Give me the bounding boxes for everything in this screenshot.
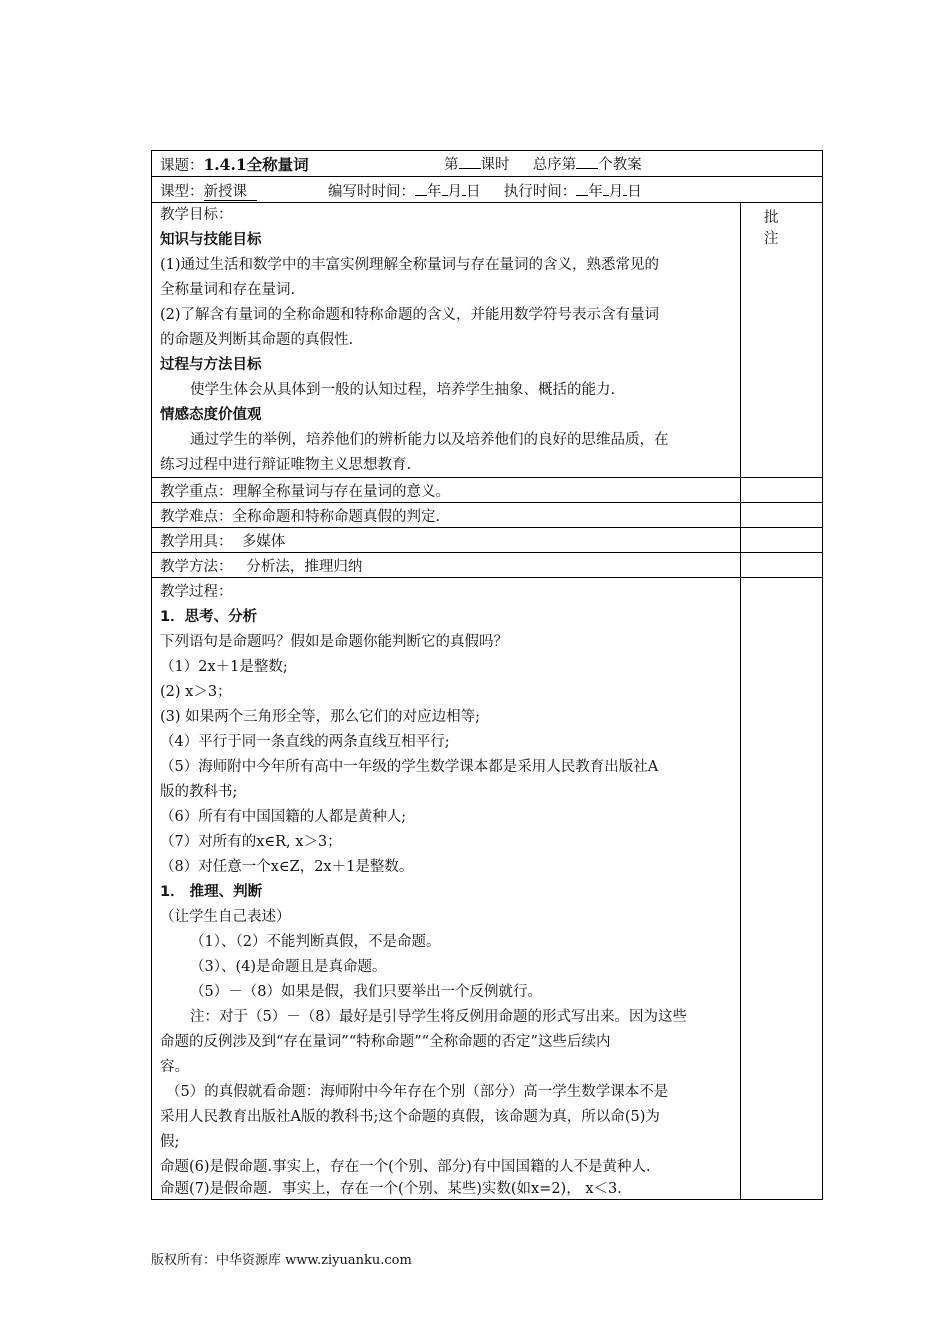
section-title: 1．思考、分析 xyxy=(160,609,258,625)
note-text: 注：对于（5）－（8）最好是引导学生将反例用命题的形式写出来。因为这些 xyxy=(190,1009,687,1025)
note-text: 命题(7)是假命题．事实上，存在一个(个别、某些)实数(如x=2)， x＜3． xyxy=(160,1181,632,1197)
note-text: 命题(6)是假命题.事实上，存在一个(个别、部分)有中国国籍的人不是黄种人. xyxy=(160,1159,651,1175)
objective-text: 的命题及判断其命题的真假性. xyxy=(160,332,354,348)
order-number-blank[interactable] xyxy=(576,168,598,169)
answer-text: （5）－（8）如果是假，我们只要举出一个反例就行。 xyxy=(190,984,542,1000)
objectives-label: 教学目标： xyxy=(160,207,233,223)
list-item: （5）海师附中今年所有高中一年级的学生数学课本都是采用人民教育出版社A xyxy=(160,759,659,775)
notes-divider xyxy=(740,578,741,1199)
process-section xyxy=(152,578,740,1199)
exec-time-label: 执行时间： xyxy=(503,184,577,200)
write-year-blank[interactable] xyxy=(415,195,427,196)
objective-text: 通过学生的举例，培养他们的辨析能力以及培养他们的良好的思维品质，在 xyxy=(190,432,669,448)
list-item: （4）平行于同一条直线的两条直线互相平行; xyxy=(160,734,450,750)
exec-month-label: 月 xyxy=(608,184,624,200)
question-text: 下列语句是命题吗？假如是命题你能判断它的真假吗？ xyxy=(160,634,508,650)
exec-year-blank[interactable] xyxy=(576,195,588,196)
knowledge-heading: 知识与技能目标 xyxy=(160,232,262,248)
note-text: 假; xyxy=(160,1134,180,1150)
type-label: 课型： xyxy=(160,184,204,200)
list-item: (3) 如果两个三角形全等，那么它们的对应边相等; xyxy=(160,709,481,725)
exec-day-label: 日 xyxy=(627,184,642,200)
attitude-heading: 情感态度价值观 xyxy=(160,407,262,423)
note-text: （5）的真假就看命题：海师附中今年存在个别（部分）高一学生数学课本不是 xyxy=(166,1084,669,1100)
key-point: 教学重点：理解全称量词与存在量词的意义。 xyxy=(160,484,450,500)
answer-text: （1）、（2）不能判断真假，不是命题。 xyxy=(190,934,441,950)
order-prefix: 总序第 xyxy=(532,157,577,173)
answer-text: （3）、(4)是命题且是真命题。 xyxy=(190,959,387,975)
difficulty-row xyxy=(152,503,822,528)
type-value: 新授课 xyxy=(204,184,258,201)
tools: 教学用具： 多媒体 xyxy=(160,534,286,550)
objective-text: 全称量词和存在量词. xyxy=(160,282,296,298)
note-text: 命题的反例涉及到“存在量词”“特称命题”“全称命题的否定”这些后续内 xyxy=(160,1034,611,1050)
objective-text: (1)通过生活和数学中的丰富实例理解全称量词与存在量词的含义，熟悉常见的 xyxy=(160,257,660,273)
objective-text: 练习过程中进行辩证唯物主义思想教育. xyxy=(160,457,412,473)
method-row xyxy=(152,553,822,578)
process-label: 教学过程： xyxy=(160,584,233,600)
order-suffix: 个教案 xyxy=(598,157,642,173)
method: 教学方法： 分析法，推理归纳 xyxy=(160,559,363,575)
section-title: 1． 推理、判断 xyxy=(160,884,263,900)
write-time-label: 编写时时间： xyxy=(328,184,415,200)
objective-text: (2)了解含有量词的全称命题和特称命题的含义，并能用数学符号表示含有量词 xyxy=(160,307,660,323)
key-point-row xyxy=(152,478,822,503)
difficulty: 教学难点：全称命题和特称命题真假的判定. xyxy=(160,509,441,525)
topic-label: 课题： xyxy=(160,158,204,174)
note-text: 采用人民教育出版社A版的教科书;这个命题的真假，该命题为真，所以命(5)为 xyxy=(160,1109,660,1125)
lesson-prefix: 第 xyxy=(444,157,459,173)
note-text: 容。 xyxy=(160,1059,189,1075)
lesson-suffix: 课时 xyxy=(480,157,510,173)
list-item: (2) x＞3； xyxy=(160,684,232,700)
list-item: （6）所有有中国国籍的人都是黄种人; xyxy=(160,809,407,825)
list-item: 版的教科书; xyxy=(160,784,238,800)
notes-label: 批 注 xyxy=(764,210,791,247)
exec-year-label: 年 xyxy=(588,184,603,200)
objective-text: 使学生体会从具体到一般的认知过程，培养学生抽象、概括的能力. xyxy=(190,382,616,398)
objectives-section xyxy=(152,203,822,478)
process-heading: 过程与方法目标 xyxy=(160,357,262,373)
copyright-footer: 版权所有：中华资源库 www.ziyuanku.com xyxy=(151,1253,412,1268)
tools-row xyxy=(152,528,822,553)
section-subtitle: （让学生自己表述） xyxy=(160,909,291,925)
write-year-label: 年 xyxy=(427,184,442,200)
list-item: （7）对所有的x∈R, x＞3； xyxy=(160,834,342,850)
list-item: （1）2x＋1是整数; xyxy=(160,659,288,675)
topic-title: 1.4.1全称量词 xyxy=(203,155,309,174)
list-item: （8）对任意一个x∈Z，2x＋1是整数。 xyxy=(160,859,414,875)
type-row xyxy=(152,177,822,203)
write-month-label: 月 xyxy=(447,184,462,200)
lesson-number-blank[interactable] xyxy=(459,168,481,169)
topic-row xyxy=(152,151,822,177)
write-day-label: 日 xyxy=(466,184,481,200)
lesson-plan-table xyxy=(151,150,823,1200)
